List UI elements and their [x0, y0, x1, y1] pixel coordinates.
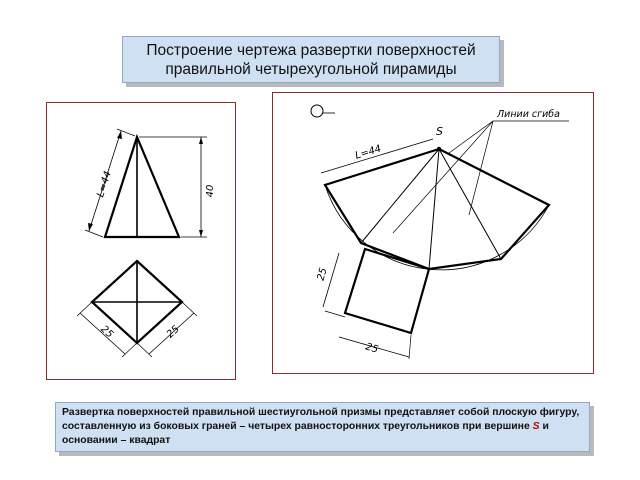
top-base-dim-label-right: 25 [164, 323, 182, 341]
caption-box [55, 402, 590, 452]
view-marker-label: Q [311, 117, 312, 118]
apex-point [437, 147, 441, 151]
base-extension-left-2 [122, 343, 137, 357]
pyramid-development-drawing [273, 93, 595, 375]
development-panel [272, 92, 594, 374]
title-box [122, 36, 500, 83]
base-extension-right-2 [137, 343, 152, 357]
leader-line-2 [393, 121, 493, 233]
base-square [345, 249, 429, 333]
title-line-1: Построение чертежа развертки поверхностей [146, 42, 476, 59]
title-line-2: правильной четырехугольной пирамиды [165, 61, 457, 78]
caption-text-end: и основании – квадрат [62, 421, 549, 446]
fold-line-2 [429, 149, 439, 269]
net-square-side-dim-label: 25 [315, 266, 330, 282]
front-and-top-view-panel [46, 102, 236, 380]
fold-lines-label: Линии сгиба [497, 109, 560, 120]
net-edge-dim-label: L=44 [353, 143, 383, 162]
front-view-triangle [105, 137, 179, 237]
square-side-extension [325, 311, 345, 317]
top-base-dim-label-left: 25 [98, 323, 116, 341]
development-arc [325, 185, 549, 270]
fold-line-1 [361, 149, 439, 243]
orthographic-views-drawing [47, 103, 237, 381]
net-square-bottom-dim-label: 25 [364, 341, 380, 356]
square-bottom-extension [409, 335, 411, 359]
caption-text: Развертка поверхностей правильной шестиугольной призмы представляет собой плоскую фигуру, составленную из боковых граней – четырех равносторонних треугольников при вершине [62, 407, 580, 432]
view-marker-circle [311, 105, 323, 117]
base-extension-left-1 [77, 302, 92, 316]
edge-extension-bottom [85, 230, 103, 237]
caption-vertex: S [532, 421, 540, 432]
front-edge-dim-label: L=44 [95, 169, 114, 199]
leader-line-3 [469, 121, 493, 215]
apex-label: S [436, 125, 443, 138]
front-height-dim-label: 40 [205, 184, 216, 198]
base-extension-right-1 [182, 302, 197, 316]
